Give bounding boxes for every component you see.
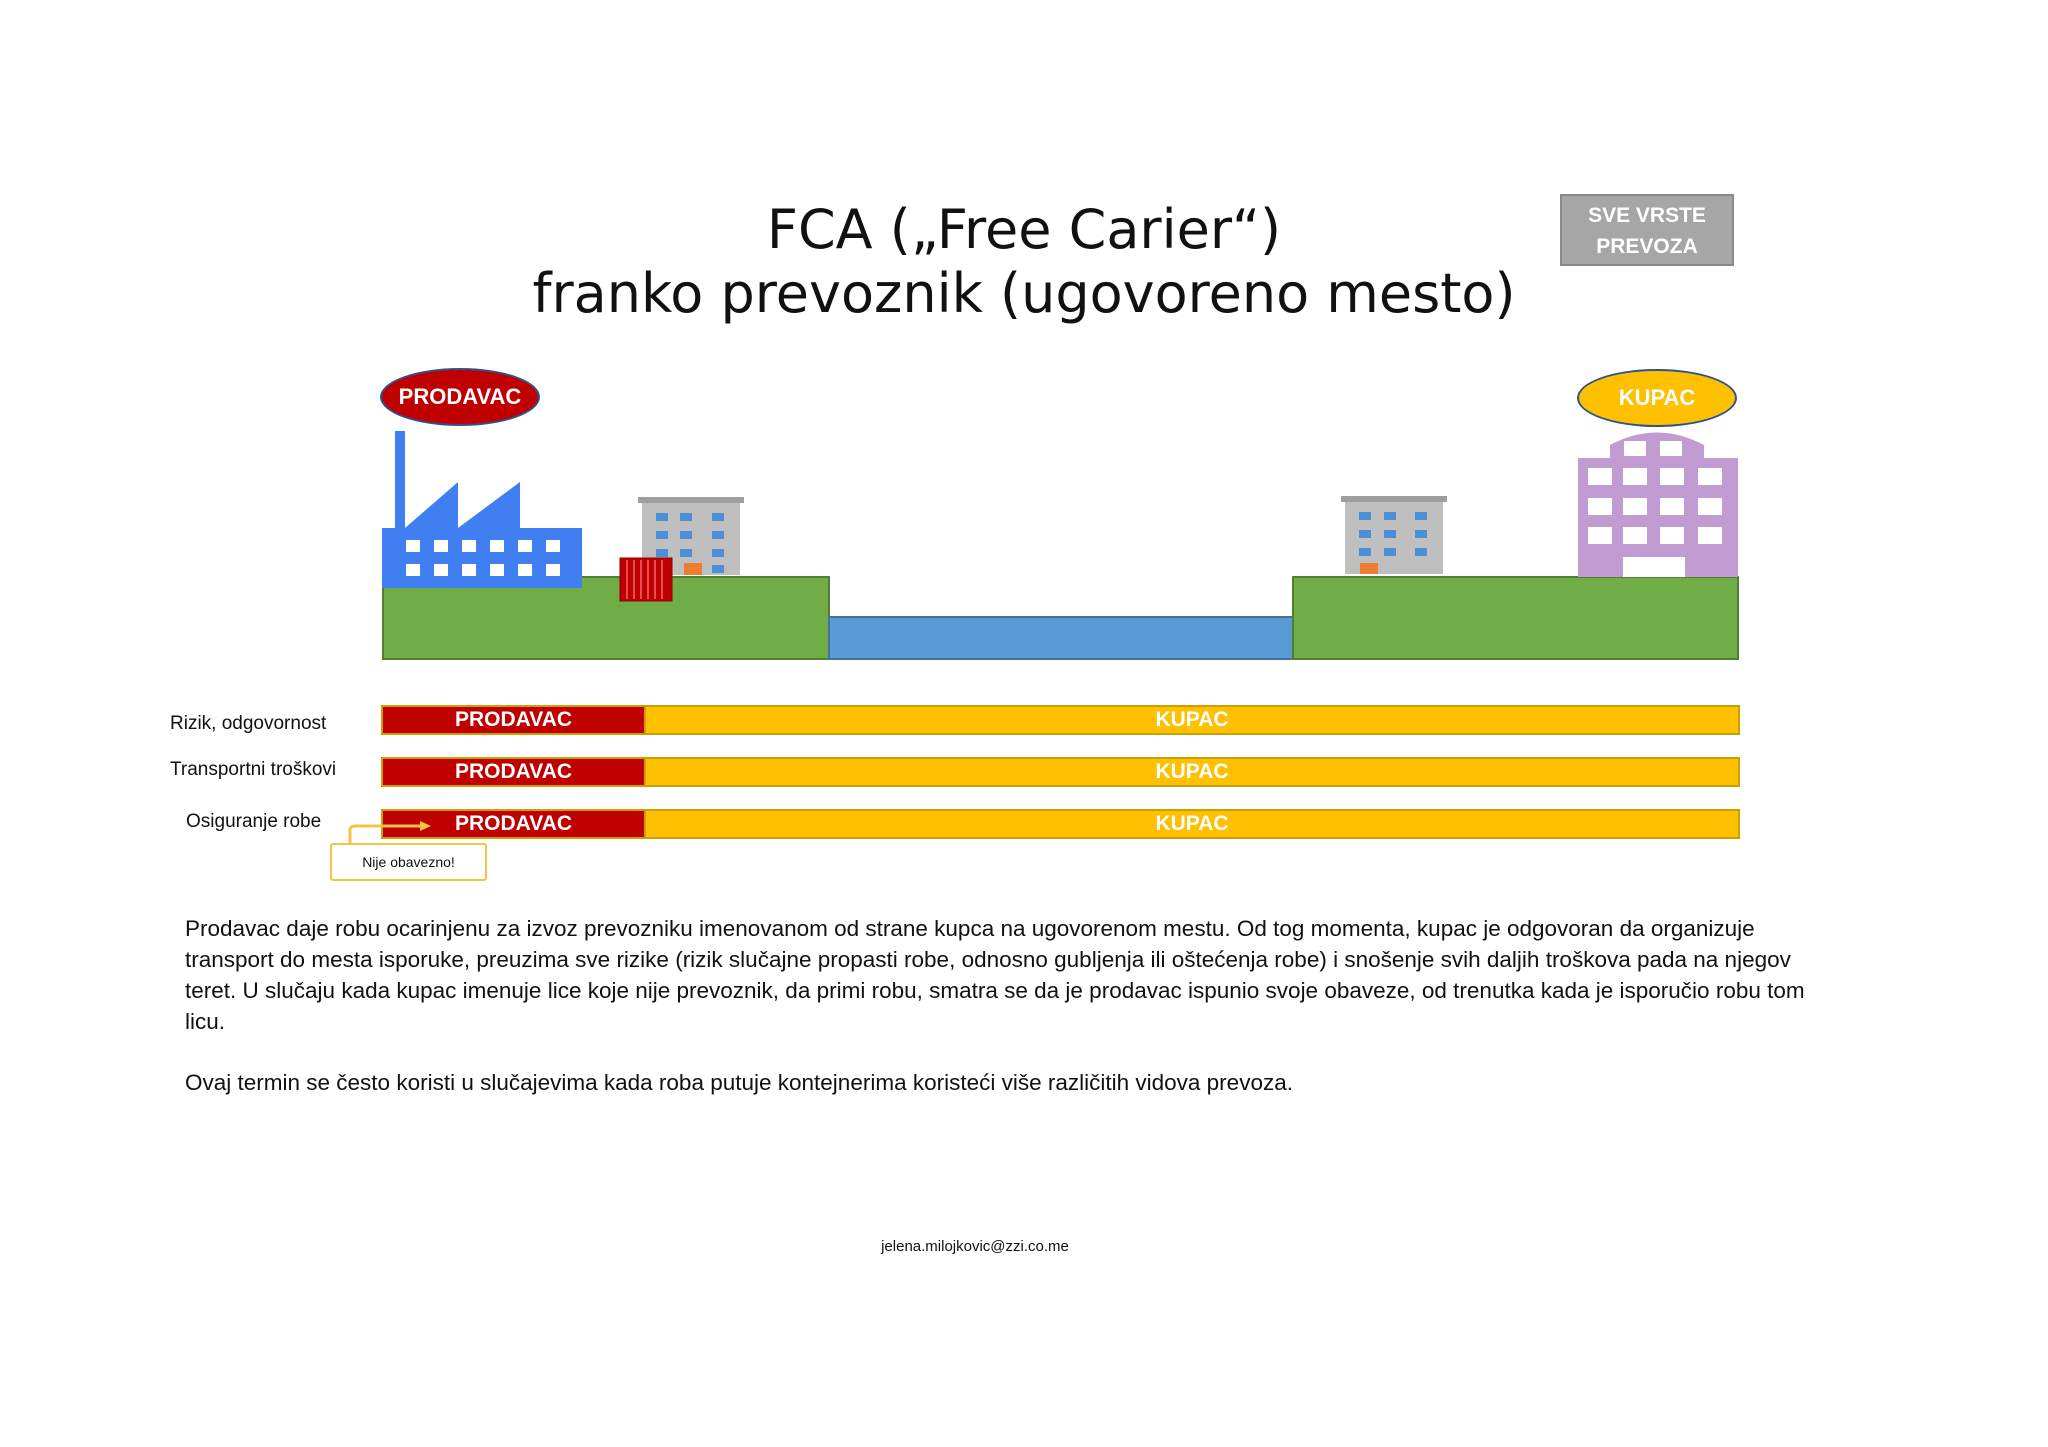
buyer-oval: KUPAC <box>1577 369 1737 427</box>
description-paragraph-1: Prodavac daje robu ocarinjenu za izvoz prevozniku imenovanom od strane kupca na ugovorenom mestu. Od tog momenta, kupac je odgovoran da organizuje transport do mesta isporuke, preuzima sve rizike (rizik slučajne propasti robe, odnosno gubljenja ili oštećenja robe) i snošenje svih daljih troškova pada na njegov teret. U slučaju kada kupac imenuje lice koje nije prevoznik, da primi robu, smatra se da je prodavac ispunio svoje obaveze, od trenutka kada je isporučio robu tom licu. <box>185 916 1805 1034</box>
risk-seller-bar: PRODAVAC <box>381 705 644 735</box>
transport-tag-line-1: SVE VRSTE <box>1588 204 1706 227</box>
title-line-2: franko prevoznik (ugovoreno mesto) <box>532 262 1516 325</box>
row-label-insurance: Osiguranje robe <box>186 811 322 832</box>
row-label-risk: Rizik, odgovornost <box>170 713 327 734</box>
transport-seller-bar: PRODAVAC <box>381 757 644 787</box>
risk-buyer-bar: KUPAC <box>644 705 1740 735</box>
insurance-note: Nije obavezno! <box>330 843 487 881</box>
insurance-buyer-bar: KUPAC <box>644 809 1740 839</box>
title-line-1: FCA („Free Carier“) <box>766 198 1282 261</box>
row-label-transport-costs: Transportni troškovi <box>170 759 337 780</box>
footer-email: jelena.milojkovic@zzi.co.me <box>881 1238 1069 1255</box>
transport-buyer-bar: KUPAC <box>644 757 1740 787</box>
seller-oval: PRODAVAC <box>380 368 540 426</box>
description-paragraph-2: Ovaj termin se često koristi u slučajevima kada roba putuje kontejnerima koristeći više različitih vidova prevoza. <box>185 1070 1293 1095</box>
insurance-seller-bar: PRODAVAC <box>381 809 644 839</box>
transport-tag-line-2: PREVOZA <box>1596 235 1698 258</box>
